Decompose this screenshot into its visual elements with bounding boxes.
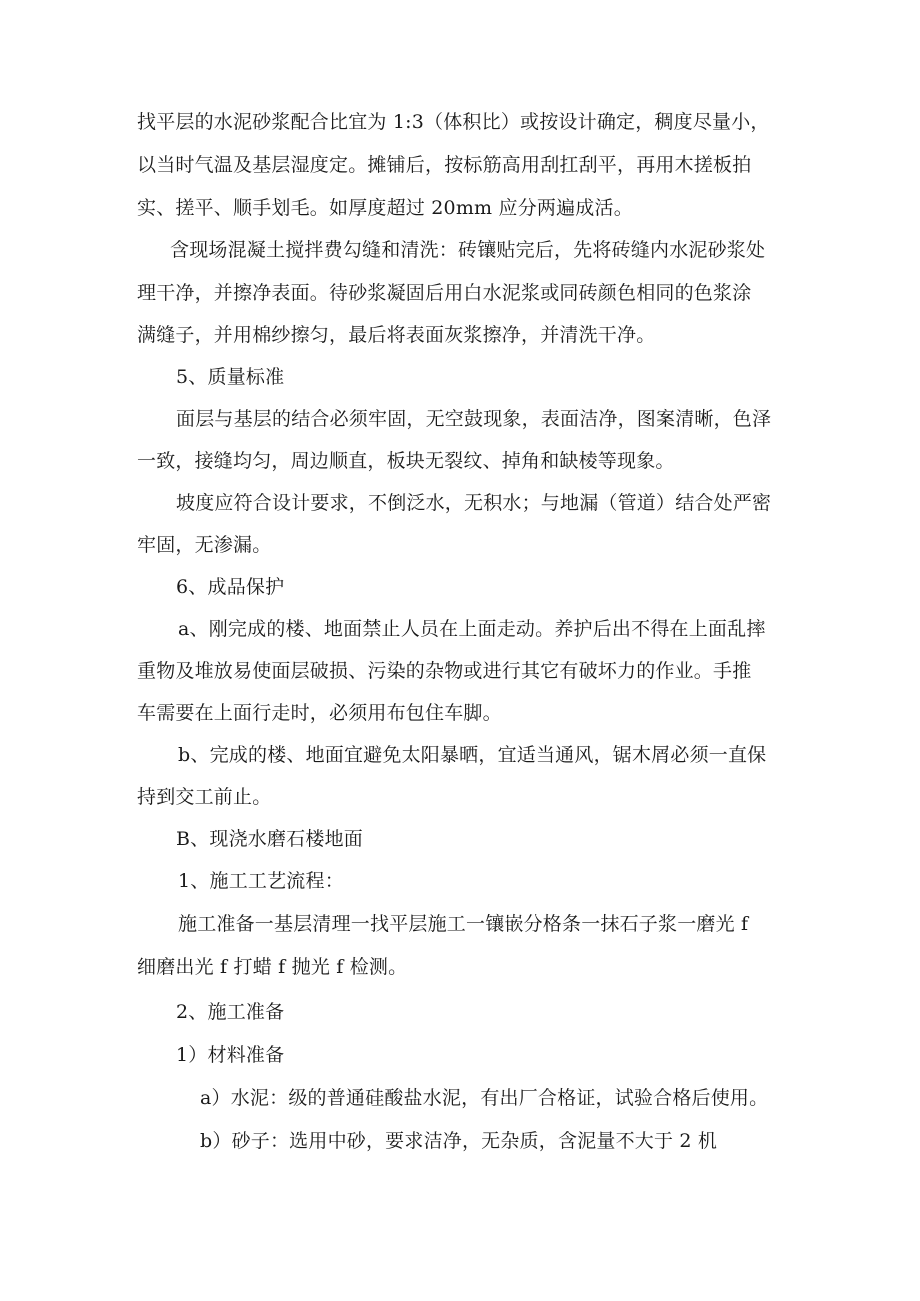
section-heading: 5、质量标准 [176,366,285,388]
paragraph-line: 一致，接缝均匀，周边顺直，板块无裂纹、掉角和缺棱等现象。 [137,450,675,472]
paragraph-line: b、完成的楼、地面宜避免太阳暴晒，宜适当通风，锯木屑必须一直保 [178,744,767,766]
paragraph-line: 牢固，无渗漏。 [137,534,272,556]
paragraph-line: 理干净，并擦净表面。待砂浆凝固后用白水泥浆或同砖颜色相同的色浆涂 [137,282,752,304]
paragraph-line: 找平层的水泥砂浆配合比宜为 1:3（体积比）或按设计确定，稠度尽量小， [137,111,770,133]
paragraph-line: 面层与基层的结合必须牢固，无空鼓现象，表面洁净，图案清晰，色泽 [176,408,772,430]
section-heading: 6、成品保护 [176,576,285,598]
paragraph-line: 车需要在上面行走时，必须用布包住车脚。 [137,702,502,724]
section-heading: 1、施工工艺流程： [178,870,344,892]
paragraph-line: 细磨出光 f 打蜡 f 抛光 f 检测。 [137,956,408,978]
paragraph-line: 以当时气温及基层湿度定。摊铺后，按标筋高用刮扛刮平，再用木搓板拍 [137,154,752,176]
paragraph-line: 含现场混凝土搅拌费勾缝和清洗：砖镶贴完后，先将砖缝内水泥砂浆处 [170,239,766,261]
paragraph-line: 施工准备一基层清理一找平层施工一镶嵌分格条一抹石子浆一磨光 f [178,913,749,935]
paragraph-line: 满缝子，并用棉纱擦匀，最后将表面灰浆擦净，并清洗干净。 [137,324,656,346]
paragraph-line: 坡度应符合设计要求，不倒泛水，无积水；与地漏（管道）结合处严密 [176,492,772,514]
paragraph-line: b）砂子：选用中砂，要求洁净，无杂质，含泥量不大于 2 机 [200,1130,718,1152]
paragraph-line: 重物及堆放易使面层破损、污染的杂物或进行其它有破坏力的作业。手推 [137,660,752,682]
paragraph-line: a）水泥：级的普通硅酸盐水泥，有出厂合格证，试验合格后使用。 [200,1087,769,1109]
section-heading: 2、施工准备 [176,1001,285,1023]
paragraph-line: 实、搓平、顺手划毛。如厚度超过 20mm 应分两遍成活。 [137,197,633,219]
paragraph-line: 持到交工前止。 [137,786,272,808]
section-heading: 1）材料准备 [176,1044,285,1066]
paragraph-line: a、刚完成的楼、地面禁止人员在上面走动。养护后出不得在上面乱摔 [178,618,766,640]
section-heading: B、现浇水磨石楼地面 [176,828,363,850]
